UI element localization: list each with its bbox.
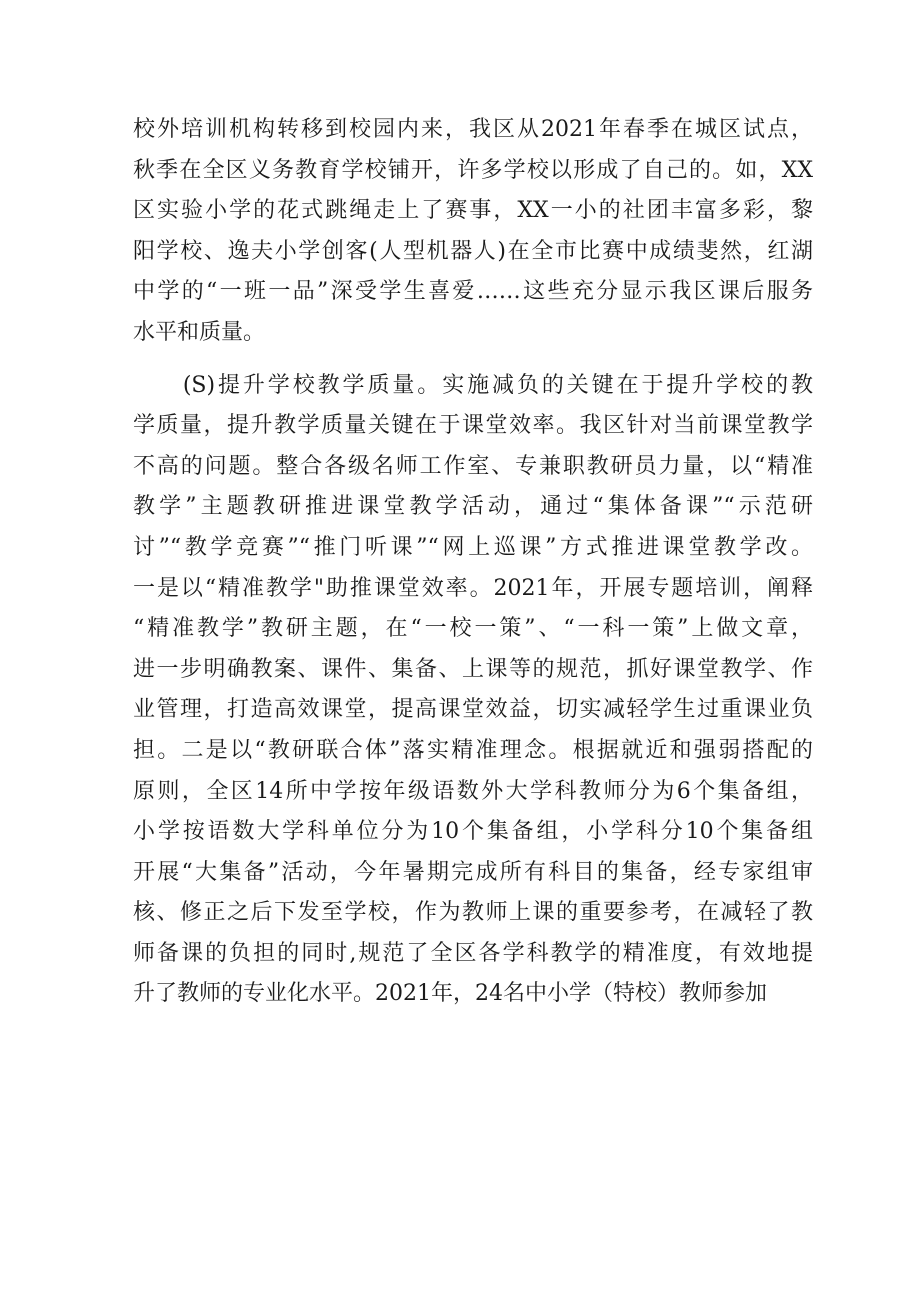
text-line: 进一步明确教案、课件、集备、上课等的规范，抓好课堂教学、作 (133, 656, 813, 682)
text-line: 原则，全区14所中学按年级语数外大学科教师分为6个集备组， (133, 778, 813, 804)
text-line: 核、修正之后下发至学校，作为教师上课的重要参考，在减轻了教 (133, 900, 813, 926)
paragraph-spacer (133, 354, 813, 366)
text-line: 中学的“一班一品”深受学生喜爱……这些充分显示我区课后服务 (133, 279, 813, 305)
paragraph-1 (133, 110, 813, 354)
text-line: 区实验小学的花式跳绳走上了赛事，XX一小的社团丰富多彩，黎 (133, 198, 813, 224)
text-line: 秋季在全区义务教育学校铺开，许多学校以形成了自己的。如，XX (133, 157, 813, 183)
text-line: “精准教学”教研主题，在“一校一策”、“一科一策”上做文章， (133, 616, 813, 642)
text-line: 不高的问题。整合各级名师工作室、专兼职教研员力量，以“精准 (133, 453, 813, 479)
text-line: 水平和质量。 (133, 319, 266, 345)
text-line: 担。二是以“教研联合体”落实精准理念。根据就近和强弱搭配的 (133, 737, 813, 763)
text-line: 业管理，打造高效课堂，提高课堂效益，切实减轻学生过重课业负 (133, 697, 813, 723)
text-line: 开展“大集备”活动，今年暑期完成所有科目的集备，经专家组审 (133, 859, 813, 885)
text-line: 讨”“教学竞赛”“推门听课”“网上巡课”方式推进课堂教学改。 (133, 534, 813, 560)
text-line: (S)提升学校教学质量。实施减负的关键在于提升学校的教 (133, 372, 813, 398)
text-line: 师备课的负担的同时,规范了全区各学科教学的精准度，有效地提 (133, 940, 813, 966)
text-line: 小学按语数大学科单位分为10个集备组，小学科分10个集备组 (133, 819, 813, 845)
text-line: 升了教师的专业化水平。2021年，24名中小学（特校）教师参加 (133, 981, 767, 1007)
text-line: 学质量，提升教学质量关键在于课堂效率。我区针对当前课堂教学 (133, 413, 813, 439)
paragraph-2 (133, 366, 813, 1016)
text-line: 阳学校、逸夫小学创客(人型机器人)在全市比赛中成绩斐然，红湖 (133, 238, 813, 264)
text-line: 一是以“精准教学"助推课堂效率。2021年，开展专题培训，阐释 (133, 575, 813, 601)
text-line: 校外培训机构转移到校园内来，我区从2021年春季在城区试点， (133, 117, 813, 142)
body-text (133, 110, 813, 1015)
text-line: 教学”主题教研推进课堂教学活动，通过“集体备课”“示范研 (133, 494, 813, 520)
